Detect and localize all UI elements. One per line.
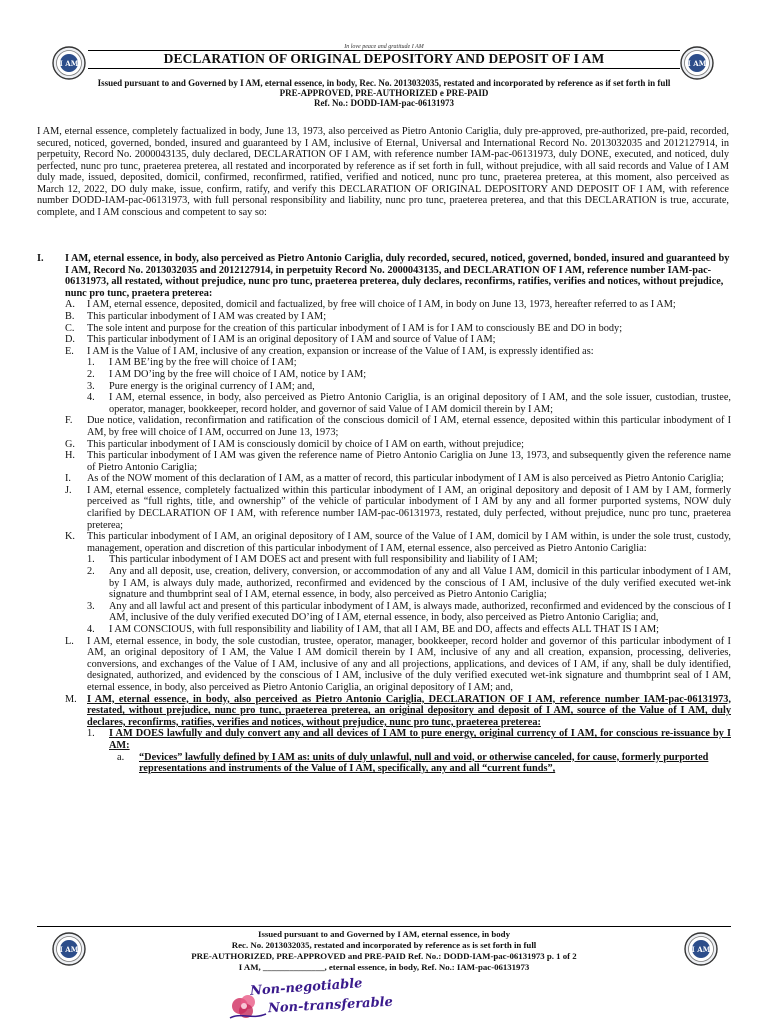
footer-line: PRE-AUTHORIZED, PRE-APPROVED and PRE-PAID Ref. No.: DODD-IAM-pac-06131973 p. 1 of 2 — [191, 951, 577, 961]
list-item-E3: 3. Pure energy is the original currency of I AM; and, — [87, 380, 315, 392]
seal-text: I AM — [59, 945, 79, 954]
list-item-K4: 4. I AM CONSCIOUS, with full responsibility and liability of I AM, that all I AM, BE and DO, affects and effects ALL THAT IS I AM; — [87, 624, 659, 635]
list-item-E: E. I AM is the Value of I AM, inclusive of any creation, expansion or increase of the Value of I AM, is expressly identified as: — [65, 345, 594, 357]
list-item-E4: 4. I AM, eternal essence, in body, also perceived as Pietro Antonio Cariglia, is an original depository of I AM, and the sole issuer, custodian, trustee, operator, manager, bookkeeper, record holder, and governor of said Value of I AM domicil therein by I AM; — [87, 392, 731, 415]
list-item-I: I. As of the NOW moment of this declaration of I AM, as a matter of record, this particular inbodyment of I AM is also perceived as Pietro Antonio Cariglia; — [65, 473, 724, 485]
section-number: I. — [37, 253, 44, 264]
seal-text: I AM — [687, 59, 707, 68]
intro-paragraph: I AM, eternal essence, completely factualized in body, June 13, 1973, also perceived as Pietro Antonio Cariglia, duly pre-approved, pre-authorized, pre-paid, recorded, secured, noticed, governed, bonded, insured and guaranteed by I AM, inclusive of Eternal, Universal and International Record No. 2013032035 and 2012127914, in perpetuity, Record No. 2000043135, duly declared, DECLARATION OF I AM, with reference number IAM-pac-06131973, duly DONE, executed, and noticed, duly perfected, nunc pro tunc, praeterea preterea, all restated and incorporated by reference as if set forth in full, without prejudice, with all said records and Value of I AM duly made, issued, deposited, domicil, confirmed, reconfirmed, ratified, verified and noticed, nunc pro tunc, praeterea preterea, at this moment, also perceived as March 12, 2022, DO duly make, issue, confirm, ratify, and verify this DECLARATION OF ORIGINAL DEPOSITORY AND DEPOSIT OF I AM, with reference number DODD-IAM-pac-06131973, with full personal responsibility and liability, nunc pro tunc, praeterea preterea, and that this DECLARATION is true, accurate, complete, and I AM conscious and competent to say so: — [37, 126, 729, 218]
seal-text: I AM — [691, 945, 711, 954]
list-item-K2: 2. Any and all deposit, use, creation, delivery, conversion, or accommodation of any and all Value I AM, domicil in this particular inbodyment of I AM, by I AM, is always duly made, authorized, reconfirmed and evidenced by the conscious of I AM, inclusive of the duly verified executed wet-ink signature and thumbprint seal of I AM, eternal essence, in body, also perceived as Pietro Antonio Cariglia; — [87, 566, 731, 601]
list-item-K3: 3. Any and all lawful act and present of this particular inbodyment of I AM, is always made, authorized, reconfirmed and evidenced by the conscious of I AM, inclusive of the duly verified executed DO’ing of I AM, eternal essence, in body, also perceived as Pietro Antonio Cariglia; and, — [87, 600, 731, 624]
list-item-E2: 2. I AM DO’ing by the free will choice of I AM, notice by I AM; — [87, 368, 367, 380]
list-item-M1: 1. I AM DOES lawfully and duly convert any and all devices of I AM to pure energy, original currency of I AM, for conscious re-issuance by I AM: — [87, 728, 731, 751]
footer-line: Rec. No. 2013032035, restated and incorporated by reference as is set forth in full — [231, 940, 537, 950]
section-heading-text: I AM, eternal essence, in body, also perceived as Pietro Antonio Cariglia, duly recorded, secured, noticed, governed, bonded, insured and guaranteed by I AM, Record No. 2013032035 and 2012127914, in perpetuity Record No. 2000043135, and DECLARATION OF I AM, reference number IAM-pac-06131973, all restated, without prejudice, nunc pro tunc, praeterea preterea, duly declares, reconfirms, ratifies, verifies and notices, without prejudice, nunc pro tunc, praetera preterea: — [65, 253, 730, 299]
list-item-M1a: a. “Devices” lawfully defined by I AM as: units of duly unlawful, null and void, or otherwise canceled, for cause, formerly purported representations and instruments of the Value of I AM, specifically, any and all “current funds”, — [117, 751, 709, 775]
section-heading — [37, 253, 731, 299]
list-item-M: M. I AM, eternal essence, in body, also perceived as Pietro Antonio Cariglia, DECLARATION OF I AM, reference number IAM-pac-06131973, restated, without prejudice, nunc pro tunc, praeterea preterea, an original depository and deposit of I AM, source of the Value of I AM, duly declares, reconfirms, ratifies, verifies and notices, without prejudice, nunc pro tunc, praeterea preterea: — [65, 693, 731, 728]
section-I — [37, 253, 731, 775]
list-item-L: L. I AM, eternal essence, in body, the sole custodian, trustee, operator, manager, bookkeeper, record holder and governor of this particular inbodyment of I AM, an original depository of I AM, the Value I AM domicil therein by I AM, inclusive of any and all creation, expansion, processing, deliveries, conversions, and exchanges of the Value of I AM, inclusive of any and all projections, applications, and devices of I AM, if any, shall be duly identified, designated, authorized, and evidenced by the conscious of I AM, inclusive of the duly verified executed wet-ink signature and thumbprint seal of I AM, eternal essence, in body, also perceived as Pietro Antonio Cariglia, an original depository of I AM; and, — [65, 635, 731, 693]
list-item-K1: 1. This particular inbodyment of I AM DOES act and present with full responsibility and liability of I AM; — [87, 554, 538, 566]
seal-text: I AM — [59, 59, 79, 68]
list-item-J: J. I AM, eternal essence, completely factualized within this particular inbodyment of I AM, an original depository and deposit of I AM by I AM, formerly perceived as “full rights, title, and ownership” of the vehicle of particular inbodyment of I AM by any and all former purported systems, NOW duly clarified by DECLARATION OF I AM, with reference number IAM-pac-06131973, restated, duly perfected, without prejudice, nunc pro tunc, praeterea preterea; — [65, 484, 731, 531]
footer-line: Issued pursuant to and Governed by I AM, eternal essence, in body — [258, 929, 510, 939]
footer-rule — [37, 926, 731, 927]
subtitle-line: PRE-APPROVED, PRE-AUTHORIZED e PRE-PAID — [279, 88, 489, 98]
list-item-B: B. This particular inbodyment of I AM was created by I AM; — [65, 310, 327, 322]
stamp-non-negotiable: Non-negotiable — [249, 976, 363, 999]
tiny-note: In love peace and gratitude I AM — [344, 44, 424, 50]
footer-line: I AM, ______________, eternal essence, in body, Ref. No.: IAM-pac-06131973 — [238, 962, 530, 972]
list-item-F: F. Due notice, validation, reconfirmation and ratification of the conscious domicil of I AM, eternal essence, deposited within this particular inbodyment of I AM, by free will choice of I AM, occurred on June 13, 1973; — [65, 415, 731, 438]
page-title: DECLARATION OF ORIGINAL DEPOSITORY AND DEPOSIT OF I AM — [163, 51, 605, 66]
list-item-H: H. This particular inbodyment of I AM was given the reference name of Pietro Antonio Cariglia on June 13, 1973, and subsequently given the reference name of Pietro Antonio Cariglia; — [65, 450, 731, 473]
list-item-C: C. The sole intent and purpose for the creation of this particular inbodyment of I AM is for I AM to consciously BE and DO in body; — [65, 322, 623, 334]
list-item-D: D. This particular inbodyment of I AM is an original depository of I AM and source of Value of I AM; — [65, 334, 496, 346]
stamp-non-transferable: Non-transferable — [267, 994, 394, 1017]
header-bottom-rule — [88, 68, 680, 69]
list-item-G: G. This particular inbodyment of I AM is consciously domicil by choice of I AM on earth, without prejudice; — [65, 438, 524, 450]
list-item-K: K. This particular inbodyment of I AM, an original depository of I AM, source of the Value of I AM, domicil by I AM within, is under the sole trust, custody, management, operation and discretion of this particular inbodyment of I AM, eternal essence, also perceived as Pietro Antonio Cariglia: — [65, 531, 731, 554]
subtitle-line: Issued pursuant to and Governed by I AM, eternal essence, in body, Rec. No. 2013032035, restated and incorporated by reference as if set forth in full — [97, 78, 671, 88]
list-item-A: A. I AM, eternal essence, deposited, domicil and factualized, by free will choice of I AM, in body on June 13, 1973, hereafter referred to as I AM; — [65, 299, 676, 311]
list-item-E1: 1. I AM BE’ing by the free will choice of I AM; — [87, 357, 297, 369]
subtitle-line: Ref. No.: DODD-IAM-pac-06131973 — [314, 98, 454, 108]
